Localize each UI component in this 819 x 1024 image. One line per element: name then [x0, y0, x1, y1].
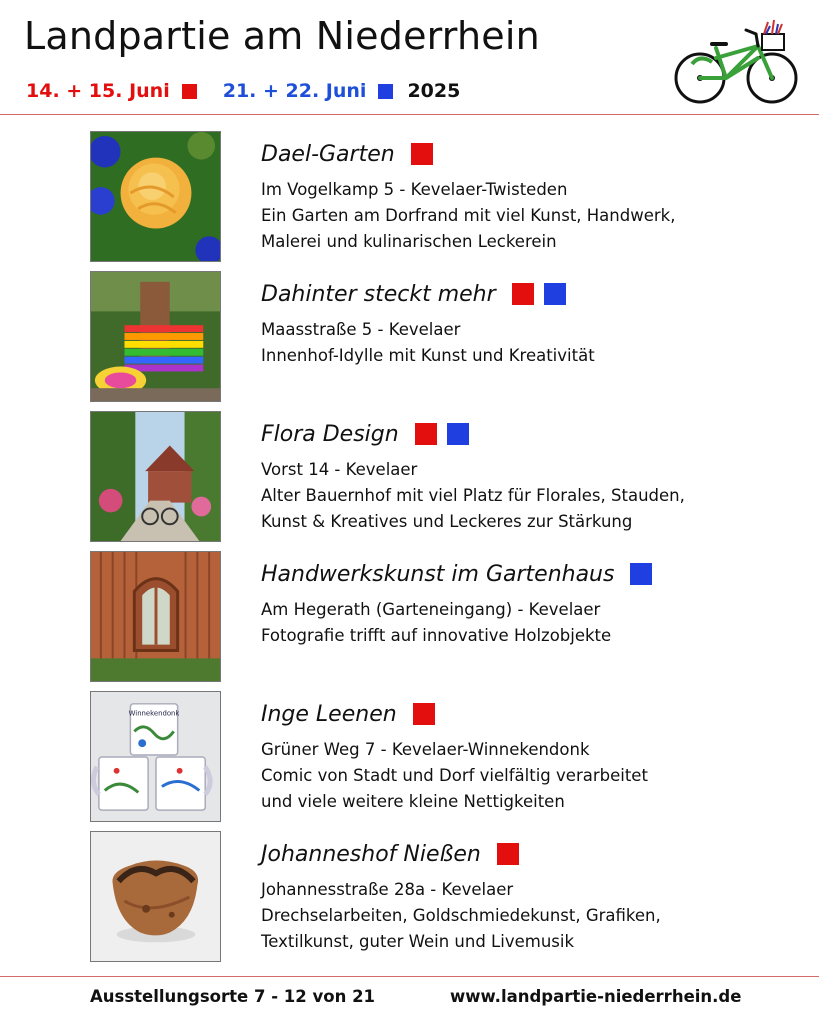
rose-flower-photo — [90, 131, 221, 262]
blue-square-icon — [544, 283, 566, 305]
blue-square-icon — [630, 563, 652, 585]
exhibitor-address: Johannesstraße 28a - Kevelaer — [261, 880, 514, 899]
exhibitor-name: Inge Leenen — [261, 701, 397, 727]
event-year: 2025 — [407, 80, 461, 102]
red-square-icon — [512, 283, 534, 305]
exhibitor-description: Drechselarbeiten, Goldschmiedekunst, Grafiken, — [261, 906, 661, 925]
red-square-icon — [497, 843, 519, 865]
date-weekend-1: 14. + 15. Juni — [26, 80, 170, 102]
red-square-icon — [413, 703, 435, 725]
exhibitor-entry — [90, 551, 790, 685]
exhibitor-address: Grüner Weg 7 - Kevelaer-Winnekendonk — [261, 740, 590, 759]
website-link[interactable]: www.landpartie-niederrhein.de — [450, 987, 742, 1006]
exhibitor-entry — [90, 411, 790, 545]
exhibitor-description: Fotografie trifft auf innovative Holzobjekte — [261, 626, 612, 645]
red-square-icon — [415, 423, 437, 445]
exhibitor-description: Textilkunst, guter Wein und Livemusik — [261, 932, 575, 951]
exhibitor-address: Maasstraße 5 - Kevelaer — [261, 320, 461, 339]
farm-path-photo — [90, 411, 221, 542]
exhibitor-description: Malerei und kulinarischen Leckerein — [261, 232, 557, 251]
exhibitor-name: Dael-Garten — [261, 141, 395, 167]
exhibitor-description: und viele weitere kleine Nettigkeiten — [261, 792, 565, 811]
footer-divider — [0, 976, 819, 977]
exhibitor-address: Vorst 14 - Kevelaer — [261, 460, 418, 479]
blue-square-icon — [447, 423, 469, 445]
mug-label: Winnekendonk — [128, 709, 180, 718]
exhibitor-description: Kunst & Kreatives und Leckeres zur Stärkung — [261, 512, 633, 531]
event-dates — [26, 77, 460, 105]
exhibitor-name: Flora Design — [261, 421, 399, 447]
painted-mugs-photo — [90, 691, 221, 822]
bicycle-icon — [672, 18, 800, 108]
exhibitor-description: Ein Garten am Dorfrand mit viel Kunst, Handwerk, — [261, 206, 676, 225]
rainbow-bench-photo — [90, 271, 221, 402]
exhibitor-description: Alter Bauernhof mit viel Platz für Florales, Stauden, — [261, 486, 685, 505]
exhibitor-description: Comic von Stadt und Dorf vielfältig verarbeitet — [261, 766, 648, 785]
turned-wood-bowl-photo — [90, 831, 221, 962]
blue-square-icon — [378, 84, 393, 99]
exhibitor-entry — [90, 131, 790, 265]
page-title: Landpartie am Niederrhein — [24, 14, 540, 58]
exhibitor-entry — [90, 691, 790, 825]
page-count: Ausstellungsorte 7 - 12 von 21 — [90, 987, 376, 1006]
red-square-icon — [411, 143, 433, 165]
date-weekend-2: 21. + 22. Juni — [222, 80, 367, 102]
exhibitor-name: Handwerkskunst im Gartenhaus — [261, 561, 615, 587]
exhibitor-entry — [90, 831, 790, 965]
exhibitor-description: Innenhof-Idylle mit Kunst und Kreativität — [261, 346, 595, 365]
header-divider — [0, 114, 819, 115]
exhibitor-address: Im Vogelkamp 5 - Kevelaer-Twisteden — [261, 180, 568, 199]
exhibitor-entry — [90, 271, 790, 405]
exhibitor-name: Johanneshof Nießen — [261, 841, 481, 867]
exhibitor-name: Dahinter steckt mehr — [261, 281, 496, 307]
red-square-icon — [182, 84, 197, 99]
exhibitor-address: Am Hegerath (Garteneingang) - Kevelaer — [261, 600, 601, 619]
wooden-garden-house-photo — [90, 551, 221, 682]
